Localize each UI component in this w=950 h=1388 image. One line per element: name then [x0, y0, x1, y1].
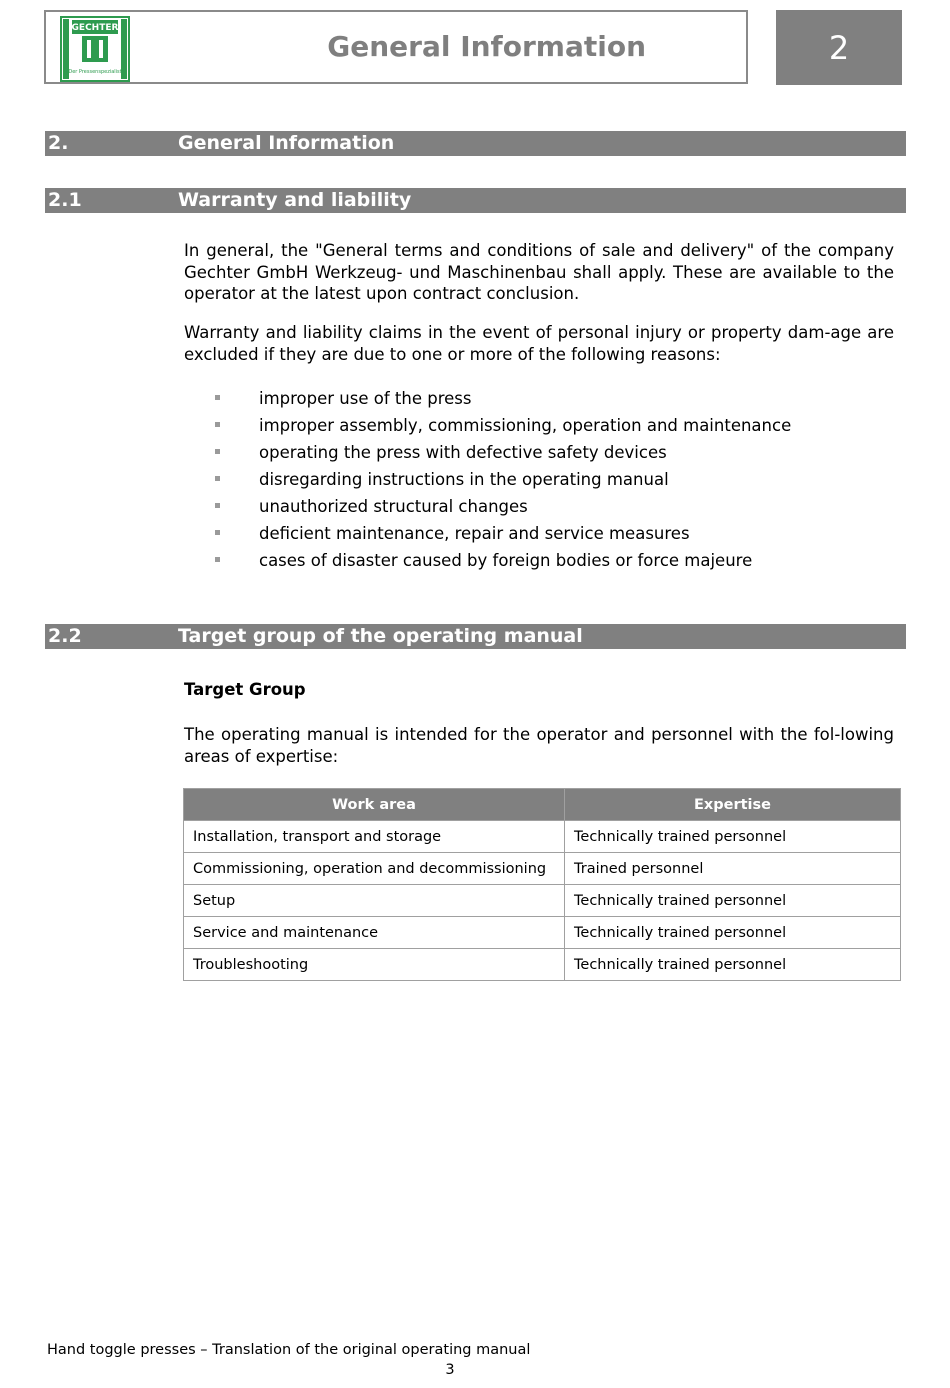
table-header-row	[184, 789, 901, 821]
svg-text:Der Pressenspezialist: Der Pressenspezialist	[68, 69, 122, 75]
expertise-cell: Technically trained personnel	[565, 917, 901, 949]
expertise-cell: Technically trained personnel	[565, 821, 901, 853]
header-box	[44, 10, 748, 84]
header-title: General Information	[327, 30, 646, 63]
expertise-cell: Technically trained personnel	[565, 949, 901, 981]
section-number: 2.	[48, 132, 69, 154]
section-number: 2.2	[48, 625, 82, 647]
footer-text: Hand toggle presses – Translation of the original operating manual	[47, 1342, 531, 1358]
bullet-icon	[215, 503, 220, 508]
section-title: Target group of the operating manual	[178, 625, 583, 647]
expertise-cell: Trained personnel	[565, 853, 901, 885]
work-area-cell: Commissioning, operation and decommissioning	[184, 853, 565, 885]
bullet-icon	[215, 395, 220, 400]
section-heading-2	[45, 131, 906, 156]
chapter-number: 2	[776, 10, 902, 85]
bullet-icon	[215, 476, 220, 481]
column-header-work-area: Work area	[184, 789, 565, 821]
table-row	[184, 885, 901, 917]
bullet-icon	[215, 530, 220, 535]
table-row	[184, 821, 901, 853]
section-heading-2-2	[45, 624, 906, 649]
target-group-intro: The operating manual is intended for the operator and personnel with the fol-lowing areas of expertise:	[184, 725, 894, 766]
table-row	[184, 917, 901, 949]
target-group-heading: Target Group	[184, 680, 306, 699]
column-header-expertise: Expertise	[565, 789, 901, 821]
work-area-cell: Setup	[184, 885, 565, 917]
work-area-cell: Troubleshooting	[184, 949, 565, 981]
warranty-paragraph-2: Warranty and liability claims in the event of personal injury or property dam-age are excluded if they are due to one or more of the following reasons:	[184, 323, 894, 364]
work-area-cell: Installation, transport and storage	[184, 821, 565, 853]
work-area-cell: Service and maintenance	[184, 917, 565, 949]
section-title: Warranty and liability	[178, 189, 412, 211]
section-title: General Information	[178, 132, 395, 154]
section-number: 2.1	[48, 189, 82, 211]
bullet-icon	[215, 557, 220, 562]
bullet-icon	[215, 449, 220, 454]
warranty-paragraph-1: In general, the "General terms and conditions of sale and delivery" of the company Gechter GmbH Werkzeug- und Maschinenbau shall apply. These are available to the operator at the latest upon contract conclusion.	[184, 241, 894, 303]
bullet-icon	[215, 422, 220, 427]
svg-text:GECHTER: GECHTER	[71, 23, 119, 33]
section-heading-2-1	[45, 188, 906, 213]
expertise-cell: Technically trained personnel	[565, 885, 901, 917]
table-row	[184, 949, 901, 981]
table-row	[184, 853, 901, 885]
expertise-table	[183, 788, 901, 981]
page-number: 3	[445, 1362, 455, 1378]
